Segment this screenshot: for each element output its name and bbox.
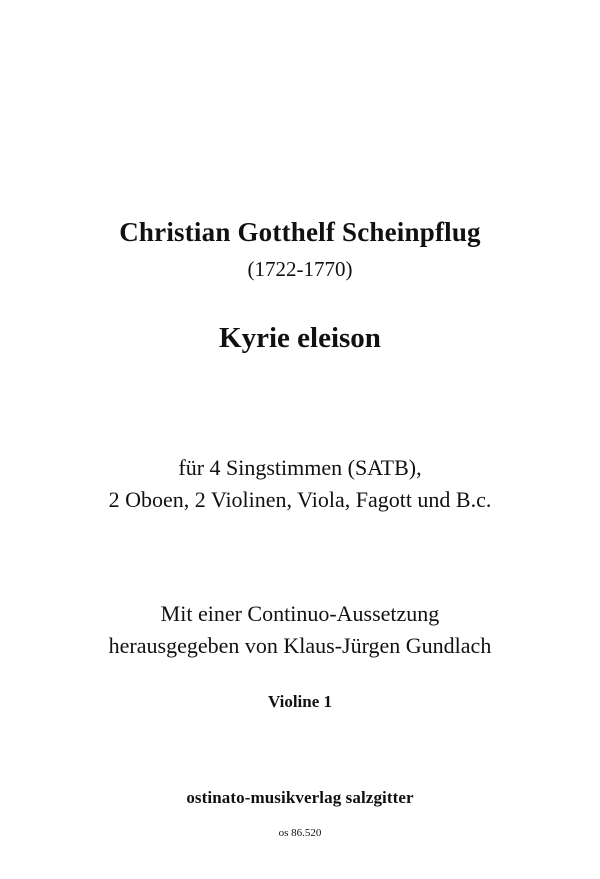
scoring-block <box>0 452 600 516</box>
plate-number: os 86.520 <box>278 827 322 839</box>
edition-line-2: herausgegeben von Klaus-Jürgen Gundlach <box>108 632 492 658</box>
work-title: Kyrie eleison <box>219 321 381 354</box>
edition-block <box>0 598 600 662</box>
publisher-name: ostinato-musikverlag salzgitter <box>186 788 414 807</box>
edition-line-1: Mit einer Continuo-Aussetzung <box>160 601 440 626</box>
scoring-line-1: für 4 Singstimmen (SATB), <box>178 455 422 480</box>
scoring-line-2: 2 Oboen, 2 Violinen, Viola, Fagott und B.c. <box>108 486 492 512</box>
composer-name: Christian Gotthelf Scheinpflug <box>119 217 481 247</box>
title-block <box>0 218 600 355</box>
part-name: Violine 1 <box>267 692 333 711</box>
composer-dates: (1722-1770) <box>247 256 353 281</box>
